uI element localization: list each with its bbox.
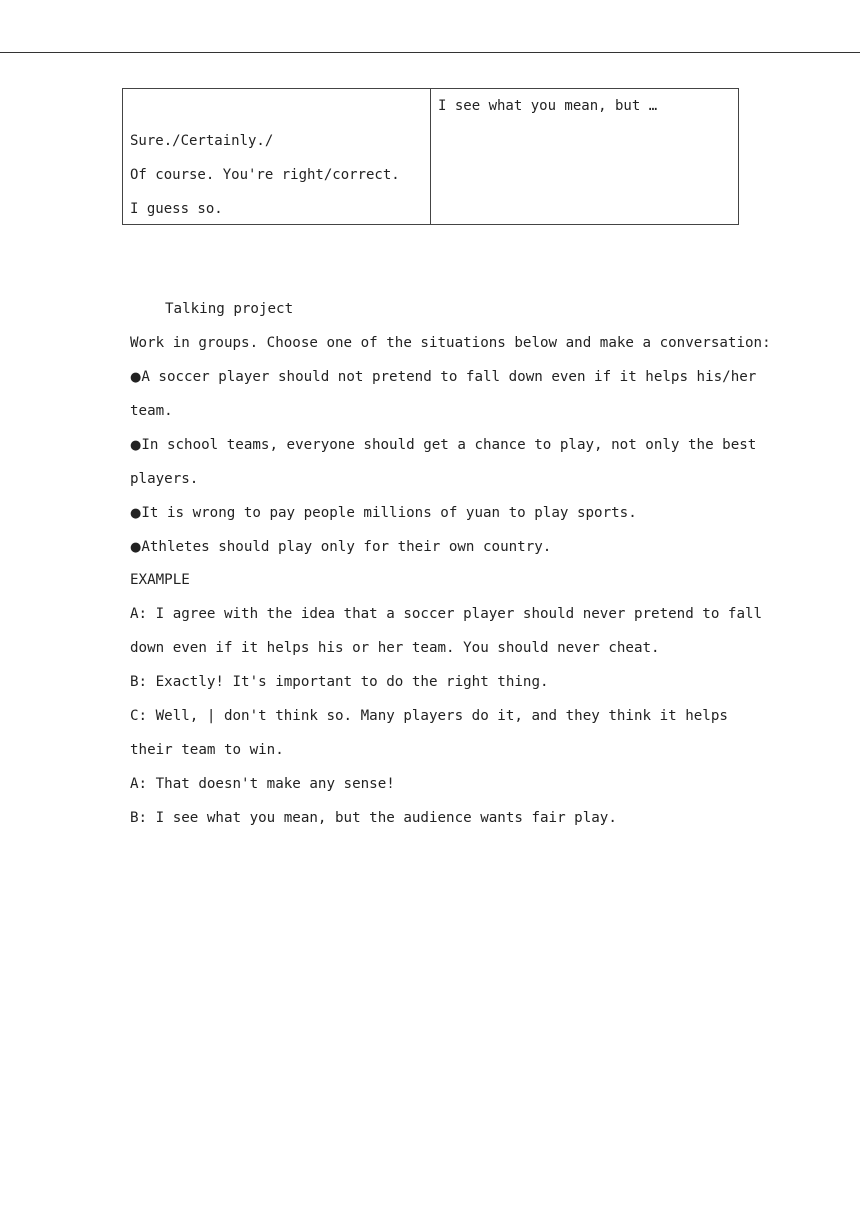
bullet-item-3: [130, 503, 637, 524]
dialogue-line: A: I agree with the idea that a soccer player should never pretend to fall: [130, 606, 763, 622]
bullet-text: It is wrong to pay people millions of yuan to play sports.: [141, 505, 637, 521]
section-title: Talking project: [165, 301, 294, 317]
disagreeing-cell: [431, 89, 738, 224]
agree-line-3: I guess so.: [130, 201, 223, 217]
disagree-line-1: I see what you mean, but …: [438, 98, 658, 114]
instruction-text: Work in groups. Choose one of the situations below and make a conversation:: [130, 335, 771, 351]
dialogue-line: B: I see what you mean, but the audience wants fair play.: [130, 810, 617, 826]
bullet-item-2: [130, 435, 756, 456]
bullet-icon: ●: [130, 438, 142, 453]
agreeing-cell: [123, 89, 431, 224]
dialogue-line: A: That doesn't make any sense!: [130, 776, 395, 792]
dialogue-line: B: Exactly! It's important to do the right thing.: [130, 674, 549, 690]
header-rule: [0, 52, 860, 53]
dialogue-line: down even if it helps his or her team. You should never cheat.: [130, 640, 660, 656]
bullet-text: Athletes should play only for their own country.: [141, 539, 552, 555]
agree-line-2: Of course. You're right/correct.: [130, 167, 400, 183]
bullet-item-4: [130, 537, 551, 558]
bullet-icon: ●: [130, 506, 142, 521]
example-label: EXAMPLE: [130, 572, 190, 588]
expressions-table: [122, 88, 739, 225]
bullet-text: In school teams, everyone should get a chance to play, not only the best: [141, 437, 757, 453]
bullet-item-2-continued: players.: [130, 471, 199, 487]
bullet-item-1: [130, 367, 756, 388]
dialogue-line: their team to win.: [130, 742, 284, 758]
bullet-item-1-continued: team.: [130, 403, 173, 419]
agree-line-1: Sure./Certainly./: [130, 133, 274, 149]
dialogue-line: C: Well, | don't think so. Many players do it, and they think it helps: [130, 708, 728, 724]
bullet-text: A soccer player should not pretend to fall down even if it helps his/her: [141, 369, 757, 385]
bullet-icon: ●: [130, 540, 142, 555]
bullet-icon: ●: [130, 370, 142, 385]
